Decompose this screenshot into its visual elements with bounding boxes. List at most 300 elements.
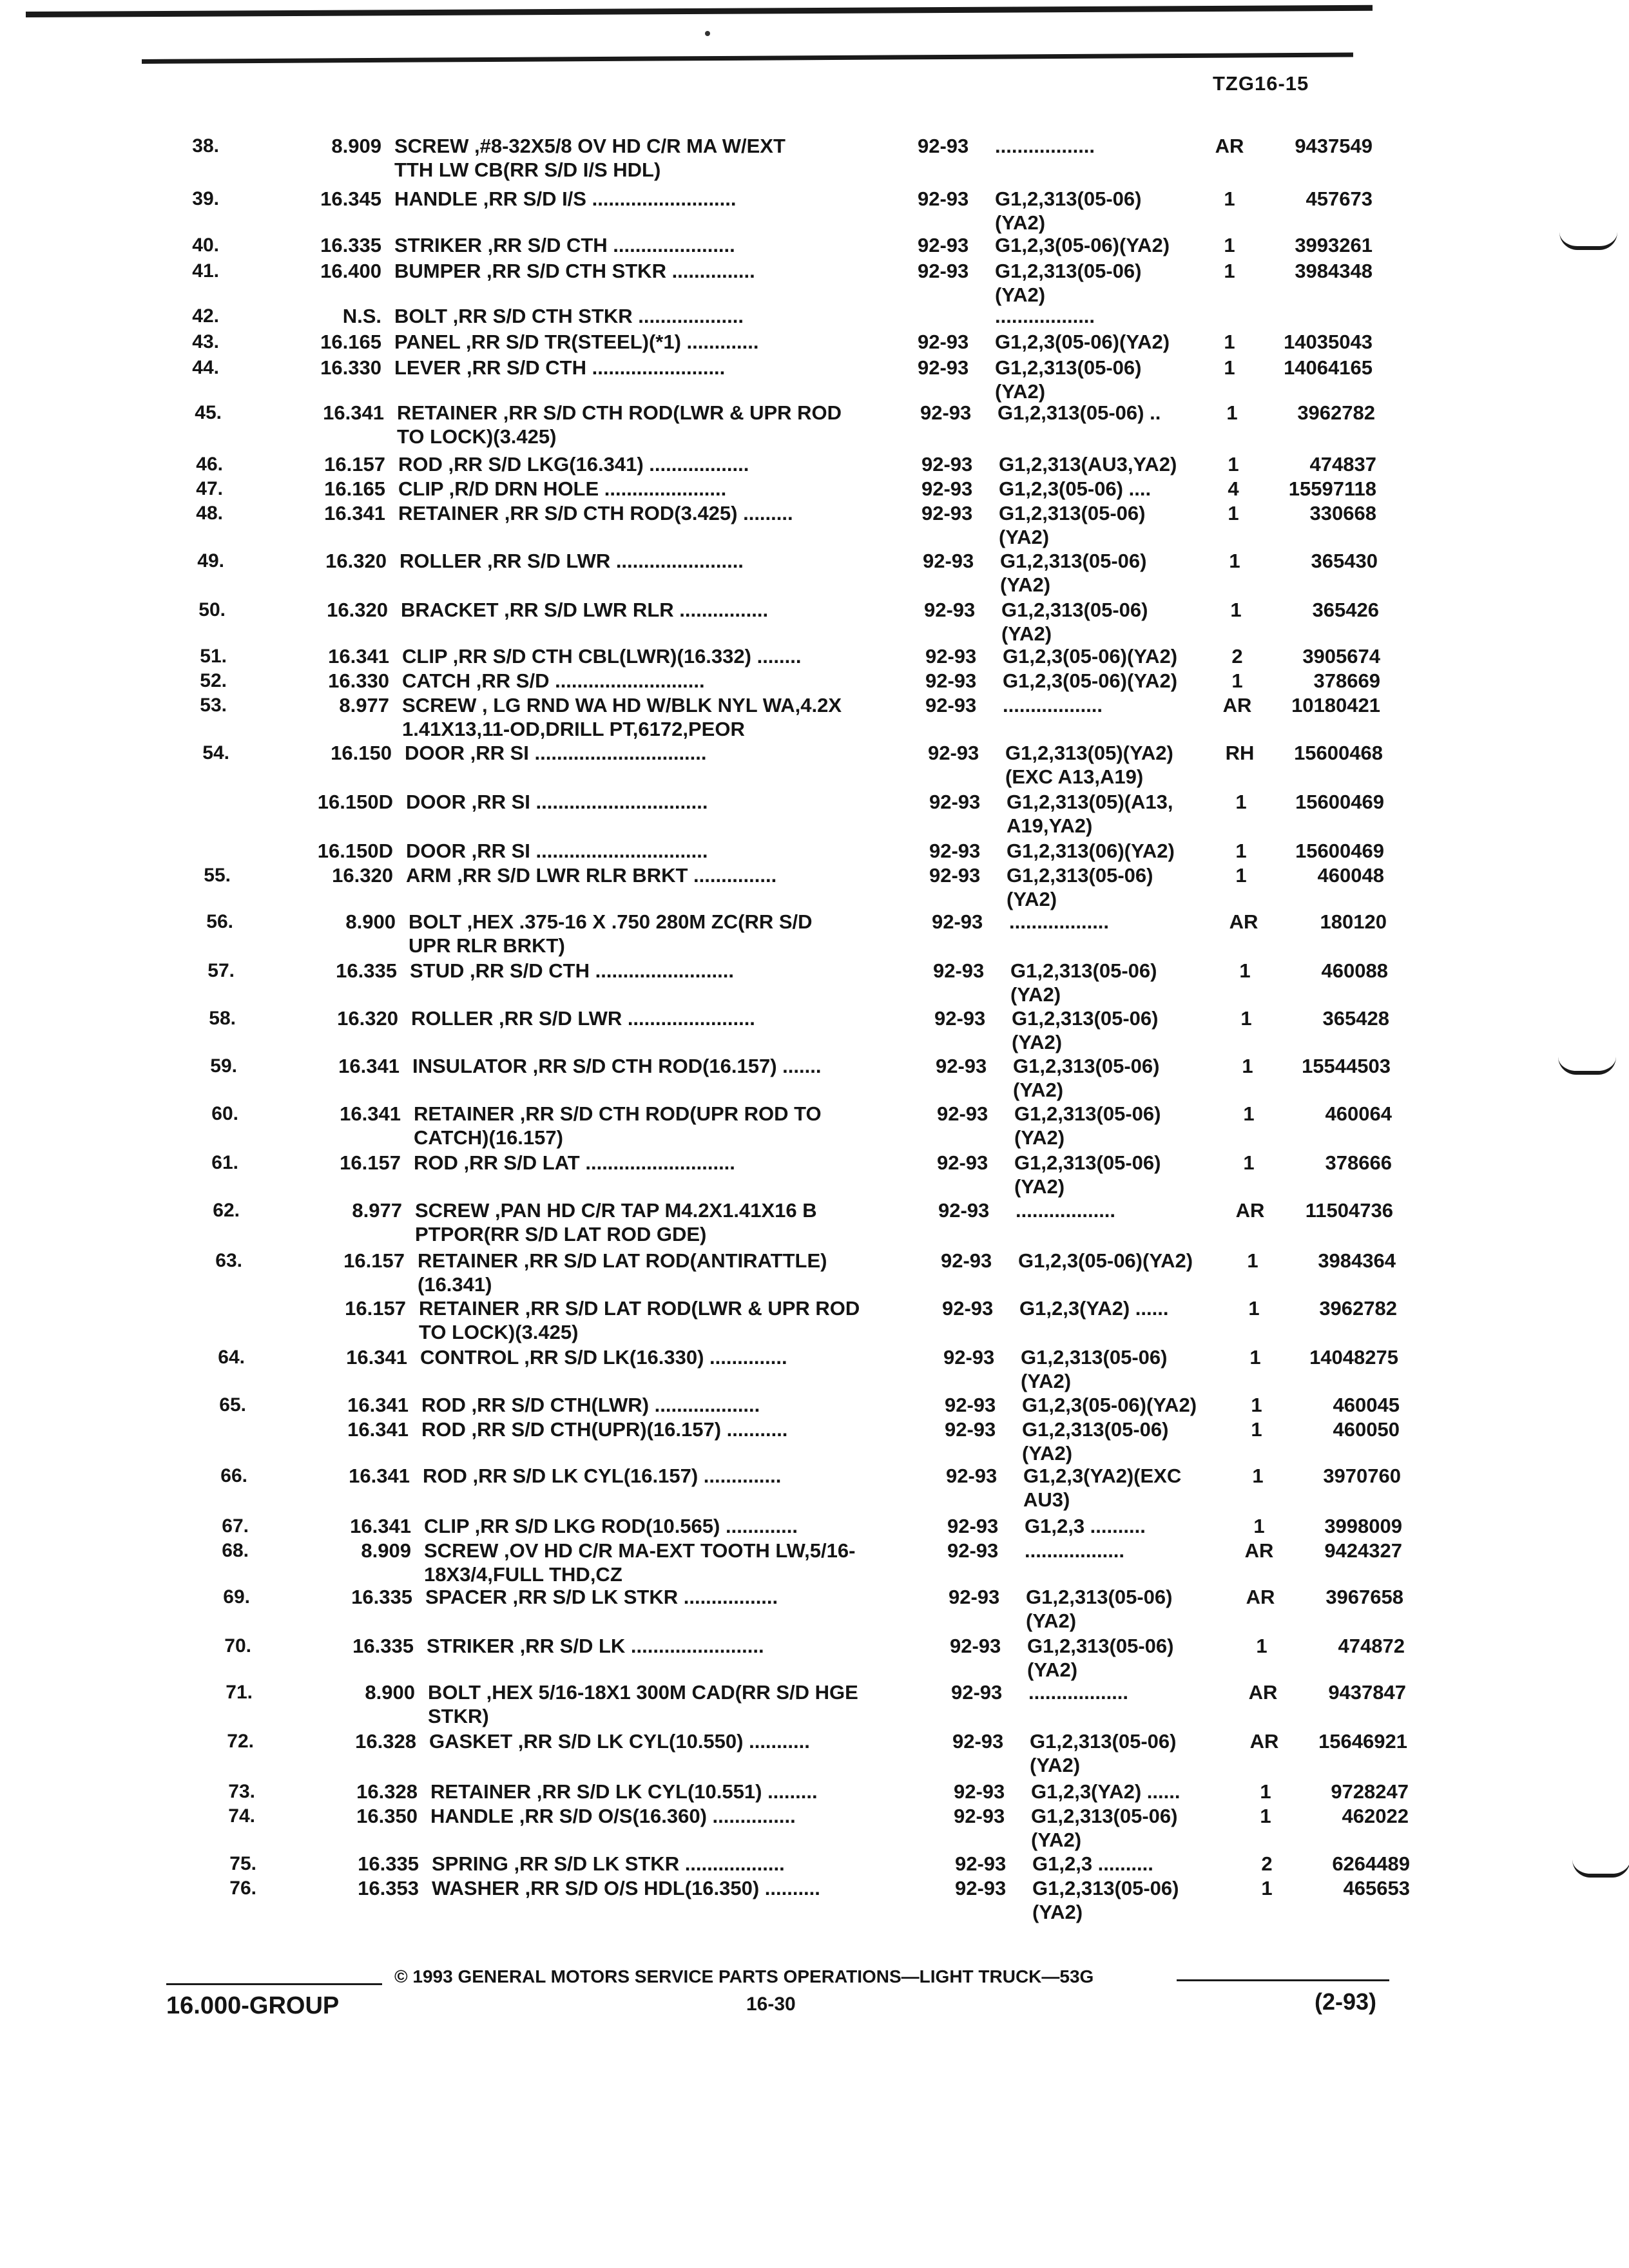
group-number: 16.328 (356, 1780, 418, 1803)
application: G1,2,3(05-06) .... (999, 477, 1152, 500)
item-number: 49. (197, 550, 224, 572)
item-number: 76. (229, 1878, 256, 1899)
quantity: 1 (1226, 401, 1238, 424)
model-years: 92-93 (947, 1539, 999, 1562)
quantity: 1 (1229, 550, 1240, 572)
application: G1,2,313(05-06) (YA2) (1014, 1151, 1161, 1198)
group-number: 16.328 (355, 1730, 416, 1753)
model-years: 92-93 (946, 1465, 998, 1487)
item-number: 68. (222, 1540, 249, 1561)
group-number: 16.341 (347, 1394, 409, 1416)
application: G1,2,313(05-06) (YA2) (1001, 599, 1148, 645)
group-number: 16.341 (347, 1418, 409, 1441)
application: G1,2,313(05-06) (YA2) (1010, 959, 1157, 1006)
quantity: 1 (1235, 791, 1247, 813)
part-description: DOOR ,RR SI ............................... (406, 791, 708, 813)
part-number: 9437549 (1295, 135, 1373, 157)
quantity: 1 (1251, 1394, 1262, 1416)
part-number: 365428 (1322, 1007, 1389, 1030)
model-years: 92-93 (924, 599, 976, 621)
model-years: 92-93 (949, 1586, 1000, 1608)
model-years: 92-93 (952, 1730, 1004, 1753)
part-number: 6264489 (1332, 1852, 1410, 1875)
item-number: 52. (200, 670, 227, 691)
item-number: 65. (219, 1394, 246, 1416)
quantity: 1 (1239, 959, 1251, 982)
quantity: AR (1215, 135, 1244, 157)
model-years: 92-93 (936, 1055, 987, 1077)
quantity: AR (1222, 694, 1252, 716)
model-years: 92-93 (942, 1297, 994, 1320)
application: G1,2,313(05-06) (YA2) (1026, 1586, 1173, 1632)
part-number: 14035043 (1284, 331, 1373, 353)
part-description: LEVER ,RR S/D CTH ........................ (394, 356, 726, 379)
part-description: DOOR ,RR SI ............................... (405, 742, 707, 764)
part-description: RETAINER ,RR S/D CTH ROD(LWR & UPR ROD TO LOCK)(3.425) (397, 401, 842, 448)
part-description: STRIKER ,RR S/D CTH ...................... (394, 234, 735, 256)
group-label: 16.000-GROUP (166, 1992, 340, 2019)
application: G1,2,3(05-06)(YA2) (995, 234, 1170, 256)
group-number: 16.330 (328, 669, 389, 692)
group-number: 8.977 (352, 1199, 402, 1222)
part-description: ROD ,RR S/D LAT ........................... (414, 1151, 735, 1174)
application: G1,2,313(05-06) (YA2) (1014, 1102, 1161, 1149)
quantity: 1 (1249, 1346, 1261, 1369)
group-number: 8.909 (361, 1539, 411, 1562)
quantity: 1 (1260, 1805, 1271, 1827)
part-description: CATCH ,RR S/D ........................... (402, 669, 705, 692)
group-number: 16.341 (350, 1515, 411, 1537)
group-number: 16.320 (332, 864, 393, 887)
group-number: 16.320 (327, 599, 388, 621)
part-description: WASHER ,RR S/D O/S HDL(16.350) .......... (432, 1877, 820, 1899)
group-number: 16.345 (320, 187, 381, 210)
table-row (35, 1729, 1629, 1787)
application: G1,2,313(AU3,YA2) (999, 453, 1177, 476)
quantity: 4 (1228, 477, 1239, 500)
table-row (3, 401, 1629, 459)
part-description: BRACKET ,RR S/D LWR RLR ................ (401, 599, 769, 621)
item-number: 57. (207, 960, 235, 981)
part-description: BOLT ,HEX .375-16 X .750 280M ZC(RR S/D UPR RLR BRKT) (409, 910, 813, 957)
part-number: 9728247 (1331, 1780, 1409, 1803)
group-number: 16.150 (331, 742, 392, 764)
footer-rule-right (1177, 1979, 1389, 1981)
item-number: 74. (228, 1805, 255, 1827)
model-years: 92-93 (932, 910, 983, 933)
part-description: SPRING ,RR S/D LK STKR .................. (432, 1852, 785, 1875)
part-number: 465653 (1343, 1877, 1410, 1899)
application: G1,2,313(05-06) (YA2) (1000, 550, 1147, 596)
model-years: 92-93 (928, 742, 979, 764)
model-years: 92-93 (945, 1418, 996, 1441)
part-number: 3970760 (1323, 1465, 1401, 1487)
quantity: AR (1248, 1681, 1278, 1704)
part-description: ROD ,RR S/D LKG(16.341) .................. (398, 453, 749, 476)
footer-rule-left (166, 1983, 382, 1985)
item-number: 69. (223, 1586, 250, 1608)
quantity: 1 (1224, 356, 1235, 379)
part-description: ROD ,RR S/D CTH(LWR) ................... (421, 1394, 760, 1416)
part-description: RETAINER ,RR S/D LK CYL(10.551) ......... (430, 1780, 818, 1803)
quantity: 1 (1247, 1249, 1258, 1272)
item-number: 53. (200, 695, 227, 716)
part-description: STUD ,RR S/D CTH ......................... (410, 959, 734, 982)
part-number: 15646921 (1318, 1730, 1407, 1753)
model-years: 92-93 (937, 1151, 988, 1174)
quantity: 1 (1252, 1465, 1264, 1487)
model-years: 92-93 (929, 791, 981, 813)
application: G1,2,3(YA2) ...... (1031, 1780, 1181, 1803)
model-years: 92-93 (938, 1199, 990, 1222)
copyright: © 1993 GENERAL MOTORS SERVICE PARTS OPERATIONS—LIGHT TRUCK—53G (394, 1966, 1094, 1986)
part-description: CLIP ,R/D DRN HOLE ...................... (398, 477, 727, 500)
group-number: 16.335 (336, 959, 397, 982)
part-description: GASKET ,RR S/D LK CYL(10.550) ........... (429, 1730, 810, 1753)
quantity: 1 (1235, 864, 1247, 887)
model-years: 92-93 (918, 135, 969, 157)
part-number: 460048 (1317, 864, 1384, 887)
quantity: 1 (1248, 1297, 1260, 1320)
application: G1,2,313(05)(A13, A19,YA2) (1007, 791, 1173, 837)
part-number: 365430 (1311, 550, 1378, 572)
group-number: 8.909 (331, 135, 381, 157)
model-years: 92-93 (918, 260, 969, 282)
application: G1,2,313(05-06) (YA2) (1007, 864, 1153, 910)
part-number: 474872 (1338, 1635, 1405, 1657)
part-number: 3984364 (1318, 1249, 1396, 1272)
model-years: 92-93 (937, 1102, 988, 1125)
application: G1,2,3(YA2) ...... (1019, 1297, 1169, 1320)
model-years: 92-93 (918, 234, 969, 256)
quantity: 1 (1228, 453, 1239, 476)
table-row (37, 1876, 1629, 1934)
quantity: 1 (1240, 1007, 1252, 1030)
application: G1,2,313(05-06) .. (998, 401, 1161, 424)
item-number: 40. (192, 235, 219, 256)
part-number: 378669 (1313, 669, 1380, 692)
model-years: 92-93 (918, 331, 969, 353)
quantity: RH (1225, 742, 1255, 764)
item-number: 43. (192, 331, 219, 352)
group-number: 8.900 (365, 1681, 415, 1704)
part-number: 457673 (1306, 187, 1373, 210)
part-number: 180120 (1320, 910, 1387, 933)
part-number: 15597118 (1288, 477, 1376, 500)
item-number: 67. (222, 1515, 249, 1537)
model-years: 92-93 (925, 669, 977, 692)
model-years: 92-93 (921, 502, 973, 524)
part-number: 460050 (1333, 1418, 1400, 1441)
part-description: BOLT ,RR S/D CTH STKR ................... (394, 305, 744, 327)
group-number: 16.157 (343, 1249, 405, 1272)
part-number: 460088 (1321, 959, 1388, 982)
application: G1,2,3(YA2)(EXC AU3) (1023, 1465, 1182, 1511)
part-number: 15600469 (1295, 791, 1384, 813)
quantity: AR (1249, 1730, 1279, 1753)
part-number: 3905674 (1302, 645, 1380, 668)
part-number: 330668 (1309, 502, 1376, 524)
model-years: 92-93 (934, 1007, 986, 1030)
group-number: 16.320 (325, 550, 387, 572)
item-number: 71. (226, 1682, 253, 1703)
application: G1,2,313(05-06) (YA2) (999, 502, 1146, 548)
model-years: 92-93 (943, 1346, 995, 1369)
application: G1,2,313(06)(YA2) (1007, 840, 1175, 862)
group-number: 16.341 (338, 1055, 400, 1077)
part-description: SCREW ,#8-32X5/8 OV HD C/R MA W/EXT TTH LW CB(RR S/D I/S HDL) (394, 135, 786, 181)
part-number: 3962782 (1319, 1297, 1397, 1320)
part-description: RETAINER ,RR S/D CTH ROD(3.425) ......... (398, 502, 793, 524)
revision-date: (2-93) (1315, 1988, 1377, 2015)
model-years: 92-93 (921, 477, 973, 500)
part-number: 3967658 (1325, 1586, 1403, 1608)
quantity: 1 (1224, 331, 1235, 353)
model-years: 92-93 (945, 1394, 996, 1416)
application: G1,2,313(05-06) (YA2) (1032, 1877, 1179, 1923)
table-row (0, 134, 1629, 192)
part-description: PANEL ,RR S/D TR(STEEL)(*1) ............. (394, 331, 759, 353)
page-number: 16-30 (746, 1994, 796, 2015)
quantity: 1 (1228, 502, 1239, 524)
group-number: 16.341 (323, 401, 384, 424)
model-years: 92-93 (955, 1877, 1007, 1899)
application: G1,2,313(05)(YA2) (EXC A13,A19) (1005, 742, 1173, 788)
group-number: 8.900 (345, 910, 396, 933)
model-years: 92-93 (955, 1852, 1007, 1875)
application: G1,2,313(05-06) (YA2) (1030, 1730, 1177, 1776)
item-number: 64. (218, 1347, 245, 1368)
item-number: 73. (228, 1781, 255, 1802)
group-number: 16.165 (320, 331, 381, 353)
item-number: 41. (192, 260, 219, 282)
item-number: 55. (204, 865, 231, 886)
quantity: AR (1229, 910, 1258, 933)
part-description: BUMPER ,RR S/D CTH STKR ............... (394, 260, 755, 282)
part-description: SCREW ,PAN HD C/R TAP M4.2X1.41X16 B PTPOR(RR S/D LAT ROD GDE) (415, 1199, 817, 1245)
group-number: 16.341 (349, 1465, 410, 1487)
model-years: 92-93 (920, 401, 972, 424)
group-number: 16.165 (324, 477, 385, 500)
application: G1,2,313(05-06) (YA2) (1012, 1007, 1159, 1053)
group-number: 8.977 (339, 694, 389, 716)
group-number: 16.341 (328, 645, 389, 668)
part-number: 460045 (1333, 1394, 1400, 1416)
quantity: 1 (1242, 1055, 1253, 1077)
part-number: 11504736 (1305, 1199, 1393, 1222)
item-number: 60. (211, 1103, 238, 1124)
application: G1,2,3(05-06)(YA2) (1022, 1394, 1197, 1416)
quantity: 1 (1231, 669, 1243, 692)
part-number: 3984348 (1295, 260, 1373, 282)
part-description: SCREW ,OV HD C/R MA-EXT TOOTH LW,5/16- 18X3/4,FULL THD,CZ (424, 1539, 856, 1586)
model-years: 92-93 (923, 550, 974, 572)
group-number: 16.157 (340, 1151, 401, 1174)
item-number: 59. (210, 1055, 237, 1077)
quantity: AR (1235, 1199, 1265, 1222)
application: G1,2,313(05-06) (YA2) (1027, 1635, 1174, 1681)
item-number: 39. (192, 188, 219, 209)
model-years: 92-93 (950, 1635, 1001, 1657)
item-number: 66. (220, 1465, 247, 1486)
application: G1,2,3(05-06)(YA2) (1018, 1249, 1193, 1272)
model-years: 92-93 (925, 694, 977, 716)
part-description: SPACER ,RR S/D LK STKR ................. (425, 1586, 778, 1608)
application: G1,2,313(05-06) (YA2) (995, 187, 1142, 234)
application: .................. (1003, 694, 1103, 716)
part-description: SCREW , LG RND WA HD W/BLK NYL WA,4.2X 1.41X13,11-OD,DRILL PT,6172,PEOR (402, 694, 842, 740)
part-number: 15600469 (1295, 840, 1384, 862)
quantity: 1 (1235, 840, 1247, 862)
quantity: 1 (1224, 260, 1235, 282)
item-number: 47. (196, 478, 223, 499)
part-number: 15544503 (1302, 1055, 1391, 1077)
item-number: 62. (213, 1200, 240, 1221)
part-number: 14048275 (1309, 1346, 1398, 1369)
quantity: 1 (1243, 1151, 1255, 1174)
part-number: 365426 (1312, 599, 1379, 621)
quantity: AR (1244, 1539, 1274, 1562)
model-years: 92-93 (933, 959, 985, 982)
part-description: CLIP ,RR S/D LKG ROD(10.565) ............. (424, 1515, 798, 1537)
part-number: 460064 (1325, 1102, 1392, 1125)
application: G1,2,313(05-06) (YA2) (1022, 1418, 1169, 1465)
item-number: 56. (206, 911, 233, 932)
item-number: 61. (211, 1152, 238, 1173)
quantity: AR (1246, 1586, 1275, 1608)
table-row (28, 1464, 1629, 1522)
part-description: BOLT ,HEX 5/16-18X1 300M CAD(RR S/D HGE STKR) (428, 1681, 858, 1727)
model-years: 92-93 (918, 187, 969, 210)
model-years: 92-93 (941, 1249, 992, 1272)
application: G1,2,313(05-06) (YA2) (1021, 1346, 1168, 1392)
part-number: 3998009 (1324, 1515, 1402, 1537)
model-years: 92-93 (925, 645, 977, 668)
part-description: ROD ,RR S/D CTH(UPR)(16.157) ........... (421, 1418, 788, 1441)
model-years: 92-93 (954, 1805, 1005, 1827)
group-number: 16.353 (358, 1877, 419, 1899)
part-number: 15600468 (1294, 742, 1383, 764)
part-description: HANDLE ,RR S/D O/S(16.360) ............... (430, 1805, 796, 1827)
quantity: 1 (1260, 1780, 1271, 1803)
item-number: 46. (196, 454, 223, 475)
application: .................. (995, 135, 1095, 157)
part-description: ROLLER ,RR S/D LWR ....................... (411, 1007, 755, 1030)
item-number: 38. (192, 135, 219, 157)
part-description: INSULATOR ,RR S/D CTH ROD(16.157) ....... (412, 1055, 822, 1077)
part-number: 14064165 (1284, 356, 1373, 379)
quantity: 1 (1230, 599, 1242, 621)
group-number: 16.400 (320, 260, 381, 282)
quantity: 1 (1256, 1635, 1268, 1657)
part-number: 378666 (1325, 1151, 1392, 1174)
part-number: 9424327 (1324, 1539, 1402, 1562)
application: G1,2,313(05-06) (YA2) (1013, 1055, 1160, 1101)
application: .................. (1016, 1199, 1116, 1222)
application: .................. (1028, 1681, 1129, 1704)
group-number: 16.341 (324, 502, 385, 524)
group-number: 16.341 (340, 1102, 401, 1125)
application: .................. (1009, 910, 1110, 933)
item-number: 42. (192, 305, 219, 327)
item-number: 48. (196, 503, 223, 524)
item-number: 70. (224, 1635, 251, 1657)
application: G1,2,3 .......... (1025, 1515, 1146, 1537)
model-years: 92-93 (929, 864, 981, 887)
item-number: 50. (198, 599, 226, 620)
application: G1,2,3(05-06)(YA2) (1003, 669, 1178, 692)
part-description: DOOR ,RR SI ............................... (406, 840, 708, 862)
item-number: 58. (209, 1008, 236, 1029)
part-number: 3993261 (1295, 234, 1373, 256)
group-number: 16.335 (358, 1852, 419, 1875)
page-id: TZG16-15 (1213, 72, 1309, 95)
item-number: 63. (215, 1250, 242, 1271)
item-number: 54. (202, 742, 229, 764)
group-number: 16.350 (356, 1805, 418, 1827)
group-number: 16.157 (324, 453, 385, 476)
margin-tick-mark (1559, 232, 1617, 250)
part-number: 10180421 (1291, 694, 1380, 716)
quantity: 1 (1243, 1102, 1255, 1125)
group-number: 16.320 (337, 1007, 398, 1030)
part-description: RETAINER ,RR S/D CTH ROD(UPR ROD TO CATCH)(16.157) (414, 1102, 822, 1149)
part-number: 474837 (1309, 453, 1376, 476)
item-number: 51. (200, 646, 227, 667)
part-description: ROLLER ,RR S/D LWR ....................... (400, 550, 744, 572)
part-description: ARM ,RR S/D LWR RLR BRKT ............... (406, 864, 777, 887)
application: .................. (1025, 1539, 1125, 1562)
part-description: RETAINER ,RR S/D LAT ROD(LWR & UPR ROD TO LOCK)(3.425) (419, 1297, 860, 1343)
part-number: 462022 (1342, 1805, 1409, 1827)
part-description: CONTROL ,RR S/D LK(16.330) .............. (420, 1346, 787, 1369)
model-years: 92-93 (921, 453, 973, 476)
application: G1,2,313(05-06) (YA2) (995, 260, 1142, 306)
part-description: ROD ,RR S/D LK CYL(16.157) .............. (423, 1465, 782, 1487)
quantity: 2 (1261, 1852, 1273, 1875)
quantity: 1 (1224, 187, 1235, 210)
model-years: 92-93 (951, 1681, 1003, 1704)
model-years: 92-93 (918, 356, 969, 379)
group-number: 16.335 (320, 234, 381, 256)
quantity: 1 (1261, 1877, 1273, 1899)
quantity: 1 (1224, 234, 1235, 256)
application: G1,2,313(05-06) (YA2) (1031, 1805, 1178, 1851)
item-number: 72. (227, 1731, 254, 1752)
group-number: 16.150D (317, 791, 393, 813)
group-number: 16.157 (345, 1297, 406, 1320)
group-number: N.S. (342, 305, 381, 327)
group-number: 16.335 (351, 1586, 412, 1608)
model-years: 92-93 (929, 840, 981, 862)
margin-tick-mark (1572, 1860, 1629, 1878)
margin-tick-mark (1558, 1057, 1616, 1075)
item-number: 44. (192, 357, 219, 378)
part-description: CLIP ,RR S/D CTH CBL(LWR)(16.332) ........ (402, 645, 802, 668)
part-description: STRIKER ,RR S/D LK ........................ (427, 1635, 764, 1657)
part-description: HANDLE ,RR S/D I/S .......................... (394, 187, 737, 210)
model-years: 92-93 (947, 1515, 999, 1537)
part-number: 3962782 (1297, 401, 1375, 424)
group-number: 16.335 (352, 1635, 414, 1657)
application: G1,2,3 .......... (1032, 1852, 1153, 1875)
item-number: 75. (229, 1853, 256, 1874)
group-number: 16.341 (346, 1346, 407, 1369)
application: G1,2,3(05-06)(YA2) (1003, 645, 1178, 668)
group-number: 16.330 (320, 356, 381, 379)
model-years: 92-93 (954, 1780, 1005, 1803)
application: .................. (995, 305, 1095, 327)
